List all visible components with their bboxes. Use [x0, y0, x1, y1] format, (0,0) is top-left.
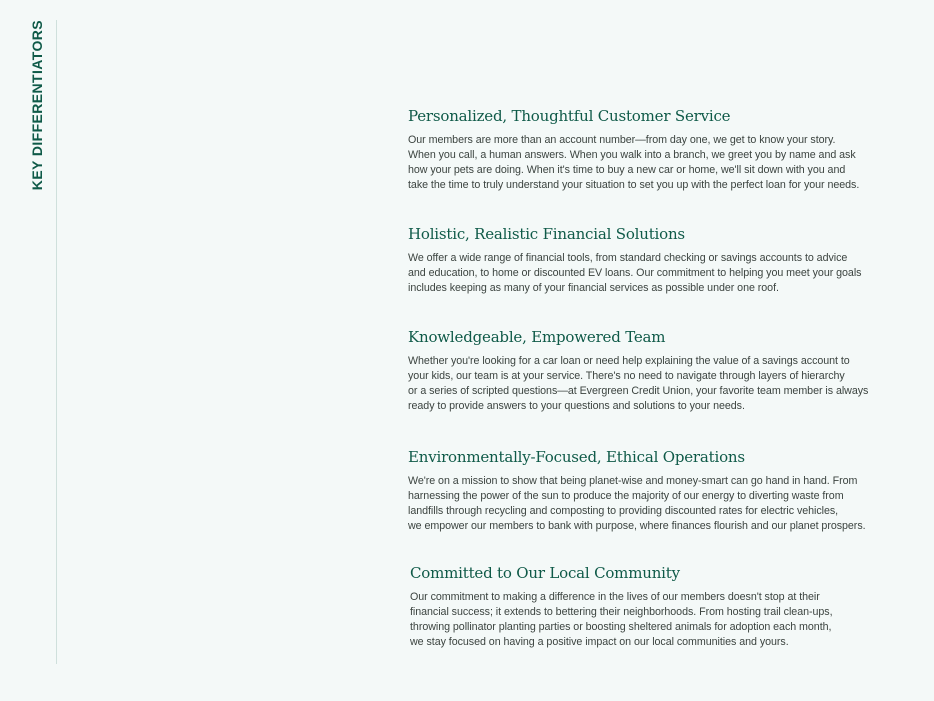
body-line: or a series of scripted questions—at Evergreen Credit Union, your favorite team member is always — [408, 385, 869, 397]
body-line: your kids, our team is at your service. There's no need to navigate through layers of hierarchy — [408, 370, 845, 382]
sidebar-label-container — [27, 20, 47, 190]
section-title: Knowledgeable, Empowered Team — [408, 328, 666, 346]
body-line: Our members are more than an account number—from day one, we get to know your story. — [408, 134, 836, 146]
body-line: ready to provide answers to your questions and solutions to your needs. — [408, 400, 745, 412]
body-line: throwing pollinator planting parties or boosting sheltered animals for adoption each month, — [410, 621, 832, 633]
body-line: Whether you're looking for a car loan or need help explaining the value of a savings account to — [408, 355, 850, 367]
key-differentiators-label: KEY DIFFERENTIATORS — [29, 20, 45, 191]
section-body — [408, 251, 888, 296]
body-line: includes keeping as many of your financial services as possible under one roof. — [408, 282, 779, 294]
section-title: Environmentally-Focused, Ethical Operations — [408, 448, 745, 466]
section-title: Committed to Our Local Community — [410, 564, 680, 582]
section-ethical-operations — [408, 448, 888, 534]
body-line: landfills through recycling and composting to providing discounted rates for electric vehicles, — [408, 505, 839, 517]
body-line: harnessing the power of the sun to produce the majority of our energy to diverting waste from — [408, 490, 844, 502]
body-line: We offer a wide range of financial tools, from standard checking or savings accounts to advice — [408, 252, 848, 264]
section-body — [408, 474, 888, 534]
body-line: We're on a mission to show that being planet-wise and money-smart can go hand in hand. From — [408, 475, 858, 487]
section-body — [408, 354, 888, 414]
body-line: take the time to truly understand your situation to set you up with the perfect loan for your needs. — [408, 179, 860, 191]
sidebar-divider — [56, 20, 57, 664]
body-line: When you call, a human answers. When you walk into a branch, we greet you by name and ask — [408, 149, 856, 161]
section-body — [408, 133, 888, 193]
section-title: Holistic, Realistic Financial Solutions — [408, 225, 685, 243]
body-line: Our commitment to making a difference in the lives of our members doesn't stop at their — [410, 591, 820, 603]
body-line: and education, to home or discounted EV loans. Our commitment to helping you meet your goals — [408, 267, 862, 279]
section-empowered-team — [408, 328, 888, 414]
section-body — [410, 590, 890, 650]
body-line: we stay focused on having a positive impact on our local communities and yours. — [410, 636, 789, 648]
section-financial-solutions — [408, 225, 888, 296]
section-customer-service — [408, 107, 888, 193]
section-title: Personalized, Thoughtful Customer Service — [408, 107, 731, 125]
body-line: we empower our members to bank with purpose, where finances flourish and our planet prospers. — [408, 520, 866, 532]
body-line: how your pets are doing. When it's time to buy a new car or home, we'll sit down with you and — [408, 164, 846, 176]
body-line: financial success; it extends to bettering their neighborhoods. From hosting trail clean-ups, — [410, 606, 833, 618]
section-local-community — [410, 564, 890, 650]
